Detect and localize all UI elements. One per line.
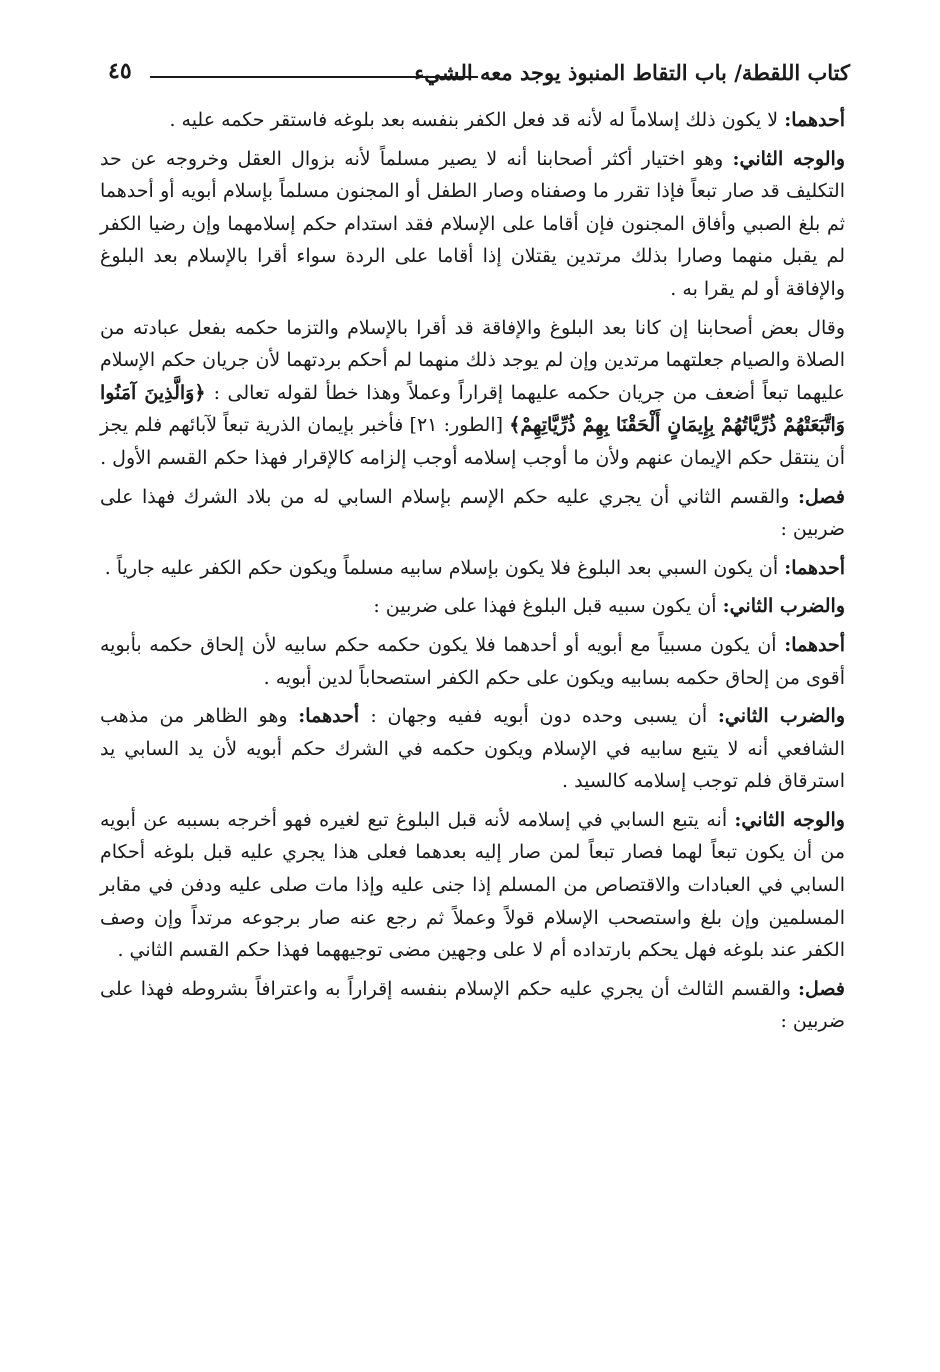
paragraph-text: والقسم الثالث أن يجري عليه حكم الإسلام بنفسه إقراراً به واعترافاً بشروطه فهذا على ضربين : (100, 977, 845, 1033)
paragraph (100, 481, 845, 546)
paragraph-lead: أحدهما: (784, 633, 845, 656)
paragraph (100, 104, 845, 137)
paragraph-lead: والضرب الثاني: (722, 595, 845, 618)
paragraph-lead: أحدهما: (784, 556, 845, 579)
paragraph-text: أن يكون السبي بعد البلوغ فلا يكون بإسلام سابيه مسلماً ويكون حكم الكفر عليه جارياً . (104, 556, 785, 579)
quran-verse: ﴿وَالَّذِينَ آمَنُوا وَاتَّبَعَتْهُمْ ذُرِّيَّاتُهُمْ بِإِيمَانٍ أَلْحَقْنَا بِهِمْ ذُرِّيَّاتِهِمْ﴾ (100, 381, 845, 437)
paragraph (100, 700, 845, 798)
paragraph (100, 312, 845, 475)
paragraph-lead: فصل: (798, 977, 845, 1000)
header-rule (150, 76, 478, 78)
paragraph-lead: أحدهما: (784, 109, 845, 131)
paragraph-lead: أحدهما: (298, 705, 371, 728)
paragraph-text: أن يسبى وحده دون أبويه ففيه وجهان : (370, 705, 718, 728)
paragraph-text: وهو الظاهر من مذهب الشافعي أنه لا يتبع سابيه في الإسلام ويكون حكمه في الشرك حكم أبويه لأن يد السابي يد استرقاق فلم توجب إسلامه كالسيد . (100, 705, 845, 793)
page-body (100, 104, 845, 1044)
paragraph (100, 629, 845, 694)
paragraph (100, 143, 845, 306)
paragraph (100, 804, 845, 967)
paragraph-text: وقال بعض أصحابنا إن كانا بعد البلوغ والإفاقة قد أقرا بالإسلام والتزما حكمه بفعل عبادته من الصلاة والصيام جعلتهما مرتدين وإن لم يوجد ذلك منهما لم أحكم بردتهما لأن جريان حكم الإسلام عليهما تبعاً أضعف من جريان حكمه عليهما إقراراً وعملاً وهذا خطأ لقوله تعالى : (100, 316, 845, 404)
paragraph-lead: والوجه الثاني: (734, 808, 845, 831)
header-title: كتاب اللقطة/ باب التقاط المنبوذ يوجد معه الشيء (414, 60, 850, 85)
paragraph-text: [الطور: ٢١] فأخبر بإيمان الذرية تبعاً لآبائهم فلم يجز أن ينتقل حكم الإيمان عنهم ولأن ما أوجب إسلامه أوجب إلزامه كالإقرار فهذا حكم القسم الأول . (100, 414, 845, 469)
paragraph (100, 590, 845, 623)
paragraph-text: وهو اختيار أكثر أصحابنا أنه لا يصير مسلماً لأنه بزوال العقل وخروجه عن حد التكليف قد صار تبعاً فإذا تقرر ما وصفناه وصار الطفل أو المجنون مسلماً بإسلام أبويه أو أحدهما ثم بلغ الصبي وأفاق المجنون فإن أقاما على الإسلام فقد استدام حكم إسلامهما وإن رضيا الكفر لم يقبل منهما وصارا بذلك مرتدين يقتلان إذا أقاما على الردة سواء أقرا بالإسلام بعد البلوغ والإفاقة أو لم يقرا به . (100, 147, 845, 300)
running-header (108, 58, 850, 98)
page-number: ٤٥ (108, 58, 132, 84)
paragraph-lead: والوجه الثاني: (732, 147, 845, 170)
paragraph-text: أن يكون سبيه قبل البلوغ فهذا على ضربين : (373, 595, 723, 618)
paragraph-text: والقسم الثاني أن يجري عليه حكم الإسم بإسلام السابي له من بلاد الشرك فهذا على ضربين : (100, 485, 845, 541)
paragraph (100, 552, 845, 585)
paragraph-text: أن يكون مسبياً مع أبويه أو أحدهما فلا يكون حكمه حكم سابيه لأن إلحاق حكمه بأبويه أقوى من إلحاق حكمه بسابيه ويكون على حكم الكفر استصحاباً لدين أبويه . (100, 633, 845, 689)
paragraph-lead: فصل: (798, 485, 845, 508)
paragraph (100, 973, 845, 1038)
paragraph-lead: والضرب الثاني: (717, 705, 845, 728)
paragraph-text: أنه يتبع السابي في إسلامه لأنه قبل البلوغ تبع لغيره فهو أخرجه بسببه عن أبويه من أن يكون تبعاً لهما فصار تبعاً لمن صار إليه بعدهما فعلى هذا يجري عليه قبل بلوغه أحكام السابي في العبادات والاقتصاص من المسلم إذا جنى عليه وإذا مات صلى عليه ودفن في مقابر المسلمين وإن بلغ واستصحب الإسلام قولاً وعملاً ثم رجع عنه صار برجوعه مرتداً وإن وصف الكفر عند بلوغه فهل يحكم بارتداده أم لا على وجهين مضى توجيههما فهذا حكم القسم الثاني . (100, 808, 845, 962)
paragraph-text: لا يكون ذلك إسلاماً له لأنه قد فعل الكفر بنفسه بعد بلوغه فاستقر حكمه عليه . (169, 109, 785, 131)
